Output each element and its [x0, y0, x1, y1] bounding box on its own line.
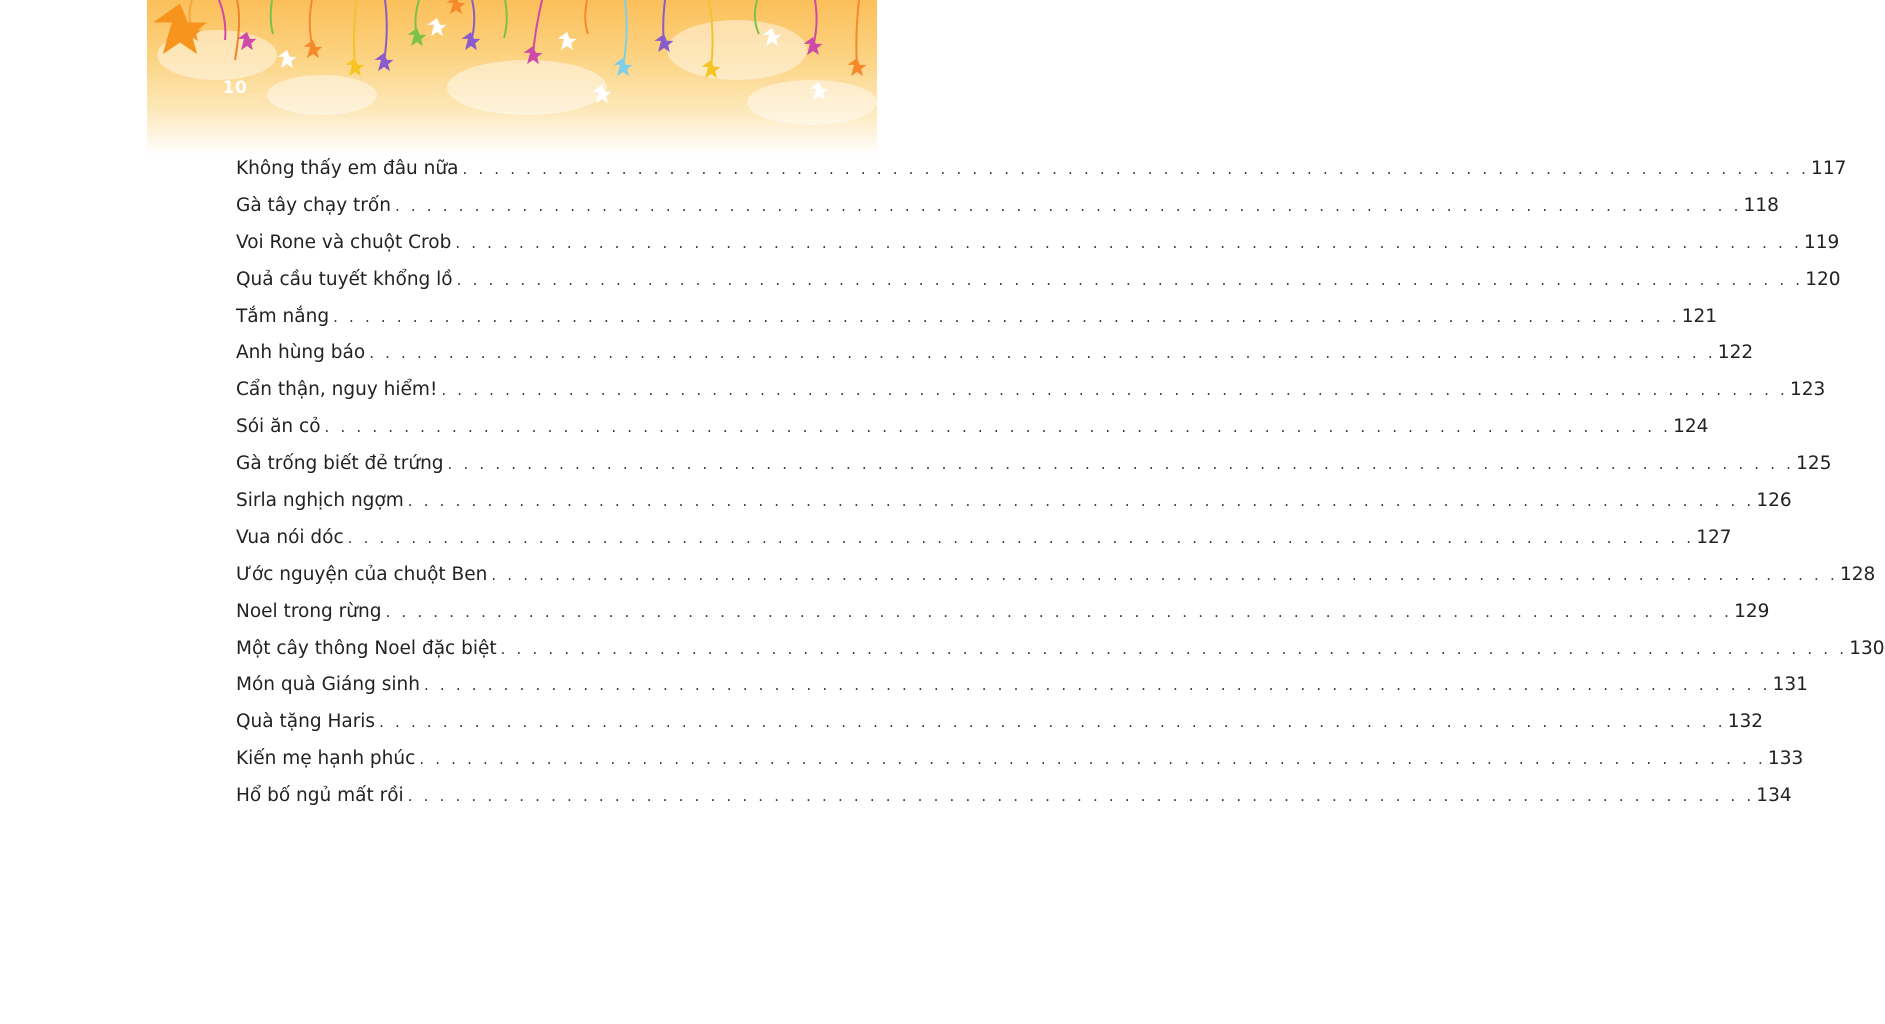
- toc-entry-title: Kiến mẹ hạnh phúc: [236, 748, 416, 770]
- dot-leader: . . . . . . . . . . . . . . . . . . . . . . . . . . . . . . . . . . . . . . . . . . . . . . . . . . . . . . . . . . . . . . . . . . . . . . . . . . . . . . . . . . . . .: [379, 713, 1726, 732]
- toc-entry: [236, 262, 1841, 299]
- dot-leader: . . . . . . . . . . . . . . . . . . . . . . . . . . . . . . . . . . . . . . . . . . . . . . . . . . . . . . . . . . . . . . . . . . . . . . . . . . . . . . . . . . . . .: [491, 565, 1838, 584]
- toc-entry-page: 124: [1673, 416, 1709, 438]
- toc-entry-title: Quà tặng Haris: [236, 711, 376, 733]
- dot-leader: . . . . . . . . . . . . . . . . . . . . . . . . . . . . . . . . . . . . . . . . . . . . . . . . . . . . . . . . . . . . . . . . . . . . . . . . . . . . . . . . . . . . .: [369, 344, 1716, 363]
- toc-entry: [236, 299, 1717, 336]
- toc-entry-page: 118: [1743, 194, 1779, 216]
- dot-leader: . . . . . . . . . . . . . . . . . . . . . . . . . . . . . . . . . . . . . . . . . . . . . . . . . . . . . . . . . . . . . . . . . . . . . . . . . . . . . . . . . . . . .: [407, 492, 1755, 511]
- toc-entry: [236, 778, 1792, 815]
- table-of-contents: [236, 151, 1885, 815]
- toc-entry-title: Không thấy em đâu nữa: [236, 158, 459, 179]
- page-number: 10: [222, 78, 248, 98]
- toc-entry-title: Tắm nắng: [236, 305, 330, 327]
- dot-leader: . . . . . . . . . . . . . . . . . . . . . . . . . . . . . . . . . . . . . . . . . . . . . . . . . . . . . . . . . . . . . . . . . . . . . . . . . . . . . . . . . . . . .: [455, 233, 1802, 252]
- dot-leader: . . . . . . . . . . . . . . . . . . . . . . . . . . . . . . . . . . . . . . . . . . . . . . . . . . . . . . . . . . . . . . . . . . . . . . . . . . . . . . . . . . . . .: [447, 455, 1795, 474]
- toc-entry-title: Gà trống biết đẻ trứng: [236, 453, 444, 475]
- toc-entry: [236, 483, 1792, 520]
- toc-entry: [236, 631, 1885, 668]
- toc-entry-title: Ước nguyện của chuột Ben: [236, 563, 488, 585]
- toc-entry-title: Quả cầu tuyết khổng lồ: [236, 268, 453, 290]
- dot-leader: . . . . . . . . . . . . . . . . . . . . . . . . . . . . . . . . . . . . . . . . . . . . . . . . . . . . . . . . . . . . . . . . . . . . . . . . . . . . . . . . . . . . .: [394, 196, 1742, 215]
- toc-entry: [236, 520, 1732, 557]
- toc-entry: [236, 372, 1826, 409]
- toc-entry: [236, 446, 1832, 483]
- toc-entry: [236, 594, 1770, 631]
- toc-entry-title: Sói ăn cỏ: [236, 416, 321, 438]
- toc-entry-page: 120: [1805, 268, 1841, 290]
- star-icon: [147, 0, 213, 62]
- toc-entry-page: 128: [1839, 563, 1876, 585]
- dot-leader: . . . . . . . . . . . . . . . . . . . . . . . . . . . . . . . . . . . . . . . . . . . . . . . . . . . . . . . . . . . . . . . . . . . . . . . . . . . . . . . . . . . . .: [462, 160, 1810, 178]
- dot-leader: . . . . . . . . . . . . . . . . . . . . . . . . . . . . . . . . . . . . . . . . . . . . . . . . . . . . . . . . . . . . . . . . . . . . . . . . . . . . . . . . . . . . .: [419, 750, 1766, 769]
- dot-leader: . . . . . . . . . . . . . . . . . . . . . . . . . . . . . . . . . . . . . . . . . . . . . . . . . . . . . . . . . . . . . . . . . . . . . . . . . . . . . . . . . . . . .: [407, 787, 1755, 806]
- toc-entry-title: Một cây thông Noel đặc biệt: [236, 637, 497, 659]
- toc-entry: [236, 151, 1847, 188]
- toc-entry-title: Vua nói dóc: [236, 526, 344, 548]
- toc-entry-title: Gà tây chạy trốn: [236, 194, 391, 216]
- toc-entry-title: Voi Rone và chuột Crob: [236, 231, 452, 253]
- toc-entry-page: 129: [1734, 600, 1770, 622]
- toc-entry: [236, 188, 1779, 225]
- toc-entry-page: 126: [1756, 490, 1792, 512]
- toc-entry: [236, 409, 1709, 446]
- toc-entry-title: Món quà Giáng sinh: [236, 674, 420, 696]
- toc-entry: [236, 667, 1808, 704]
- toc-entry-page: 123: [1789, 379, 1826, 401]
- dot-leader: . . . . . . . . . . . . . . . . . . . . . . . . . . . . . . . . . . . . . . . . . . . . . . . . . . . . . . . . . . . . . . . . . . . . . . . . . . . . . . . . . . . . .: [456, 270, 1804, 289]
- dot-leader: . . . . . . . . . . . . . . . . . . . . . . . . . . . . . . . . . . . . . . . . . . . . . . . . . . . . . . . . . . . . . . . . . . . . . . . . . . . . . . . . . . . . .: [423, 676, 1771, 695]
- book-page: [147, 0, 1885, 1024]
- dot-leader: . . . . . . . . . . . . . . . . . . . . . . . . . . . . . . . . . . . . . . . . . . . . . . . . . . . . . . . . . . . . . . . . . . . . . . . . . . . . . . . . . . . . .: [500, 639, 1848, 658]
- dot-leader: . . . . . . . . . . . . . . . . . . . . . . . . . . . . . . . . . . . . . . . . . . . . . . . . . . . . . . . . . . . . . . . . . . . . . . . . . . . . . . . . . . . . .: [333, 307, 1680, 326]
- dot-leader: . . . . . . . . . . . . . . . . . . . . . . . . . . . . . . . . . . . . . . . . . . . . . . . . . . . . . . . . . . . . . . . . . . . . . . . . . . . . . . . . . . . . .: [347, 528, 1695, 547]
- toc-entry: [236, 557, 1876, 594]
- toc-entry-title: Sirla nghịch ngợm: [236, 490, 404, 512]
- toc-entry: [236, 335, 1754, 372]
- toc-entry-title: Anh hùng báo: [236, 342, 366, 364]
- toc-entry-title: Cẩn thận, nguy hiểm!: [236, 379, 438, 401]
- toc-entry-page: 121: [1681, 305, 1717, 327]
- toc-entry-page: 127: [1696, 526, 1732, 548]
- toc-entry-page: 132: [1727, 711, 1763, 733]
- toc-entry-page: 117: [1811, 158, 1847, 179]
- toc-entry: [236, 704, 1763, 741]
- decorative-banner: [147, 0, 877, 155]
- toc-entry-page: 130: [1849, 637, 1885, 659]
- toc-entry-page: 134: [1756, 785, 1792, 807]
- dot-leader: . . . . . . . . . . . . . . . . . . . . . . . . . . . . . . . . . . . . . . . . . . . . . . . . . . . . . . . . . . . . . . . . . . . . . . . . . . . . . . . . . . . . .: [324, 418, 1672, 437]
- toc-entry-page: 125: [1796, 453, 1832, 475]
- toc-entry-page: 133: [1767, 748, 1804, 770]
- toc-entry: [236, 741, 1804, 778]
- toc-entry-page: 131: [1772, 674, 1808, 696]
- toc-entry-title: Hổ bố ngủ mất rồi: [236, 785, 404, 807]
- toc-entry-page: 122: [1717, 342, 1754, 364]
- toc-entry: [236, 225, 1840, 262]
- dot-leader: . . . . . . . . . . . . . . . . . . . . . . . . . . . . . . . . . . . . . . . . . . . . . . . . . . . . . . . . . . . . . . . . . . . . . . . . . . . . . . . . . . . . .: [385, 602, 1733, 621]
- toc-entry-page: 119: [1803, 231, 1840, 253]
- toc-entry-title: Noel trong rừng: [236, 600, 382, 622]
- dot-leader: . . . . . . . . . . . . . . . . . . . . . . . . . . . . . . . . . . . . . . . . . . . . . . . . . . . . . . . . . . . . . . . . . . . . . . . . . . . . . . . . . . . . .: [441, 381, 1788, 400]
